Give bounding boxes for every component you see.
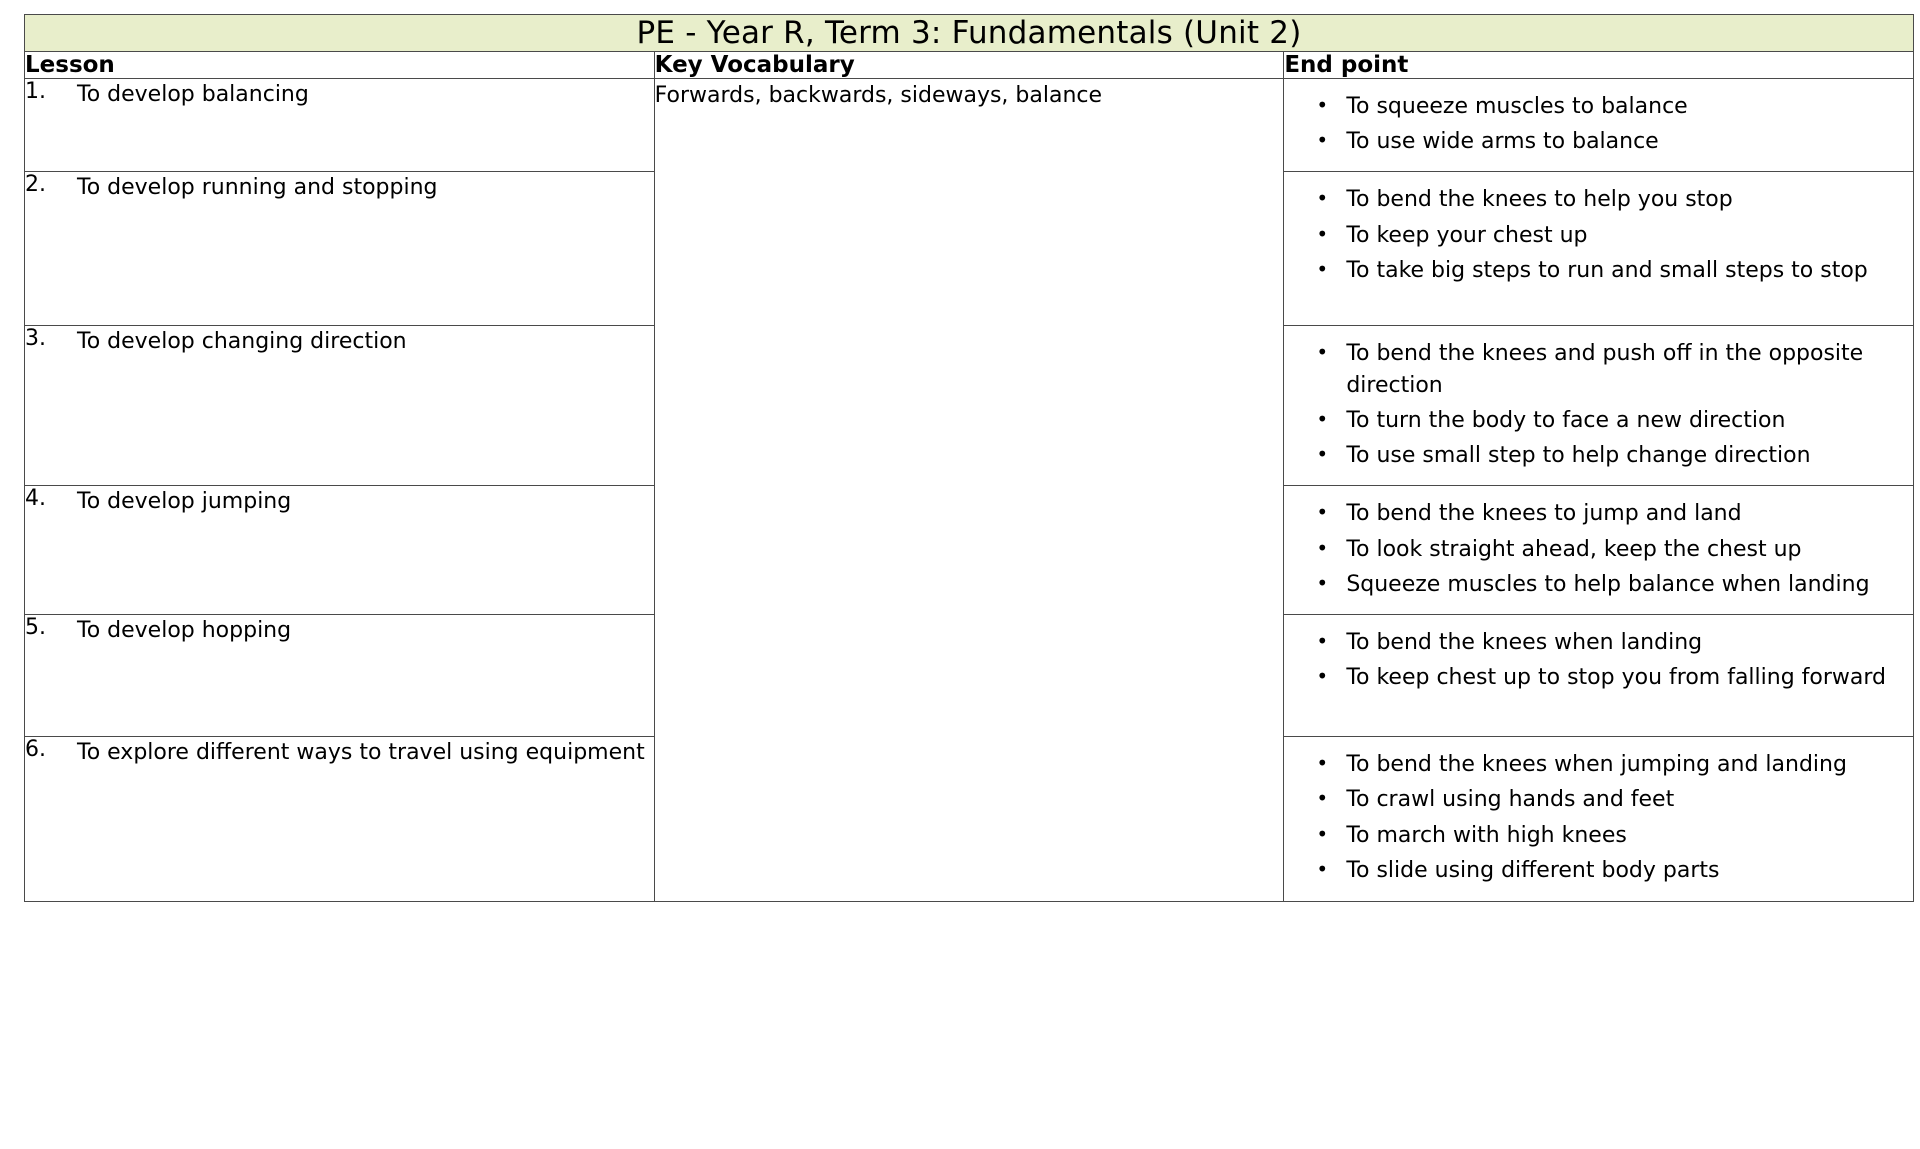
lesson-number: 1. (25, 79, 46, 104)
end-point-cell (1284, 172, 1914, 326)
end-point-item: • To march with high knees (1346, 819, 1901, 854)
end-point-item: • To squeeze muscles to balance (1346, 90, 1901, 125)
lesson-cell (25, 326, 655, 486)
table-row (25, 79, 1914, 172)
end-point-item: • To look straight ahead, keep the chest up (1346, 533, 1901, 568)
column-header-end-point: End point (1284, 52, 1914, 79)
title-row (25, 15, 1914, 52)
end-point-item: • To crawl using hands and feet (1346, 783, 1901, 818)
column-header-lesson: Lesson (25, 52, 655, 79)
end-point-item: • To bend the knees when landing (1346, 626, 1901, 661)
end-point-item: • To bend the knees to help you stop (1346, 183, 1901, 218)
curriculum-table (24, 14, 1914, 902)
lesson-title: To develop hopping (77, 618, 292, 644)
lesson-number: 2. (25, 172, 46, 198)
lesson-number: 3. (25, 326, 46, 352)
lesson-title: To develop running and stopping (77, 175, 438, 201)
lesson-title: To explore different ways to travel using equipment (77, 740, 645, 766)
end-point-item: • To slide using different body parts (1346, 854, 1901, 889)
lesson-title: To develop changing direction (77, 329, 407, 355)
end-point-cell (1284, 737, 1914, 902)
lesson-number: 6. (25, 737, 46, 763)
end-point-item: • To keep chest up to stop you from falling forward (1346, 661, 1901, 696)
end-point-item: • To turn the body to face a new direction (1346, 404, 1901, 439)
end-point-item: • To bend the knees when jumping and landing (1346, 748, 1901, 783)
end-point-item: • Squeeze muscles to help balance when landing (1346, 568, 1901, 603)
lesson-cell (25, 615, 655, 737)
end-point-cell (1284, 79, 1914, 172)
end-point-item: • To keep your chest up (1346, 219, 1901, 254)
lesson-cell (25, 486, 655, 615)
lesson-cell (25, 737, 655, 902)
key-vocabulary-cell: Forwards, backwards, sideways, balance (654, 79, 1284, 902)
lesson-cell (25, 79, 655, 172)
end-point-cell (1284, 326, 1914, 486)
end-point-item: • To take big steps to run and small steps to stop (1346, 254, 1901, 289)
lesson-cell (25, 172, 655, 326)
end-point-cell (1284, 486, 1914, 615)
end-point-item: • To bend the knees to jump and land (1346, 497, 1901, 532)
end-point-item: • To bend the knees and push off in the opposite direction (1346, 337, 1901, 403)
header-row (25, 52, 1914, 79)
lesson-number: 5. (25, 615, 46, 641)
end-point-cell (1284, 615, 1914, 737)
lesson-title: To develop jumping (77, 489, 292, 515)
column-header-key-vocabulary: Key Vocabulary (654, 52, 1284, 79)
end-point-item: • To use small step to help change direction (1346, 439, 1901, 474)
page-title: PE - Year R, Term 3: Fundamentals (Unit 2) (25, 15, 1914, 52)
lesson-number: 4. (25, 486, 46, 512)
lesson-title: To develop balancing (77, 82, 309, 107)
end-point-item: • To use wide arms to balance (1346, 125, 1901, 160)
